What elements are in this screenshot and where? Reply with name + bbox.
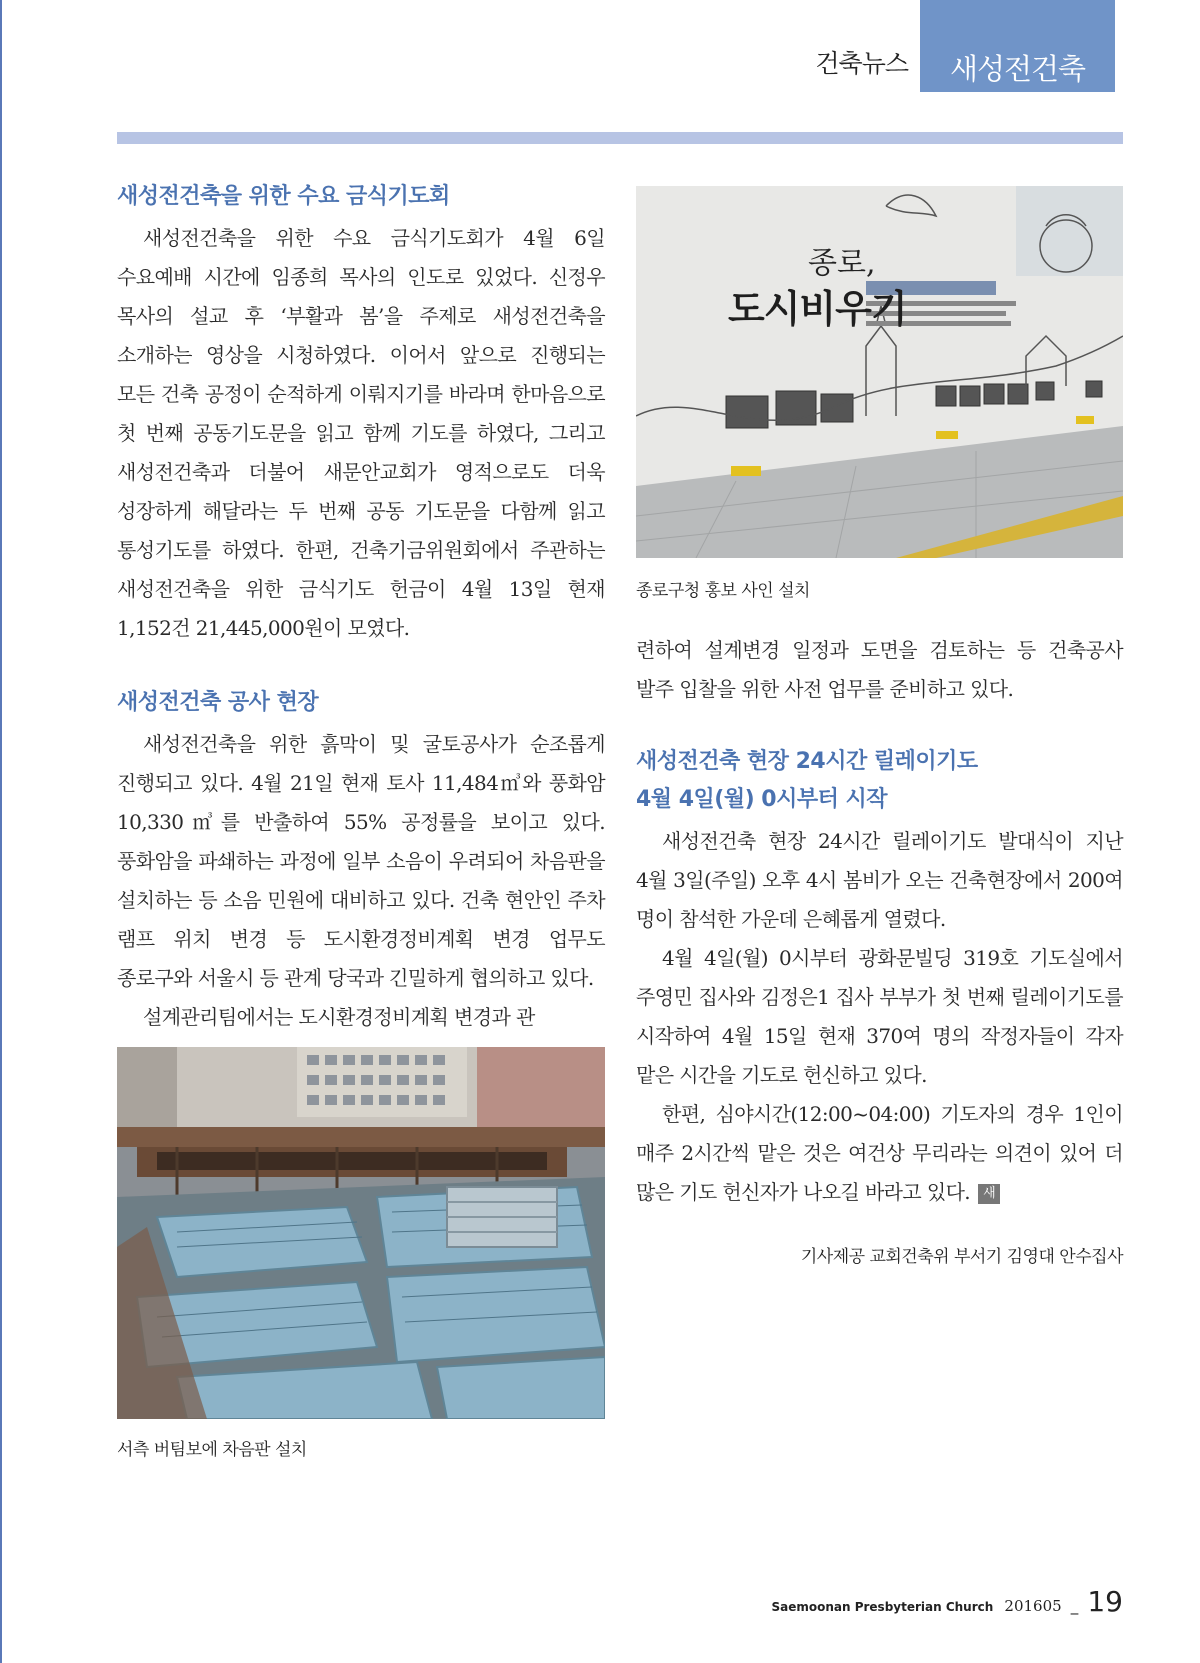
relay-prayer-para3 — [636, 1095, 1123, 1212]
right-column — [636, 178, 1123, 1267]
section-body-fasting-prayer: 새성전건축을 위한 수요 금식기도회가 4월 6일 수요예배 시간에 임종희 목사의 인도로 있었다. 신정우 목사의 설교 후 ‘부활과 봄’을 주제로 새성전건축을 소개하는 영상을 시청하였다. 이어서 앞으로 진행되는 모든 건축 공정이 순적하게 이뤄지기를 바라며 한마음으로 첫 번째 공동기도문을 읽고 함께 기도를 하였다, 그리고 새성전건축과 더불어 새문안교회가 영적으로도 더욱 성장하게 해달라는 두 번째 공동 기도문을 다함께 읽고 통성기도를 하였다. 한편, 건축기금위원회에서 주관하는 새성전건축을 위한 금식기도 헌금이 4월 13일 현재 1,152건 21,445,000원이 모였다. — [117, 226, 605, 640]
construction-site-photo — [117, 1047, 605, 1419]
section-title-construction-site: 새성전건축 공사 현장 — [117, 690, 319, 715]
footer-issue: 201605 — [1004, 1597, 1062, 1615]
article-credit: 기사제공 교회건축위 부서기 김영대 안수집사 — [800, 1247, 1123, 1267]
section-body-construction-site: 새성전건축을 위한 흙막이 및 굴토공사가 순조롭게 진행되고 있다. 4월 21일 현재 토사 11,484㎥와 풍화암 10,330㎥를 반출하여 55% 공정률을 보이고 있다. 풍화암을 파쇄하는 과정에 일부 소음이 우려되어 차음판을 설치하는 등 소음 민원에 대비하고 있다. 건축 현안인 주차 램프 위치 변경 등 도시환경정비계획 변경 업무도 종로구와 서울시 등 관계 당국과 긴밀하게 협의하고 있다. — [117, 732, 605, 990]
section-title-fasting-prayer: 새성전건축을 위한 수요 금식기도회 — [117, 184, 450, 209]
page-footer — [771, 1585, 1123, 1618]
relay-prayer-para2: 4월 4일(월) 0시부터 광화문빌딩 319호 기도실에서 주영민 집사와 김정은1 집사 부부가 첫 번째 릴레이기도를 시작하여 4월 15일 현재 370여 명의 작정자들이 각자 맡은 시간을 기도로 헌신하고 있다. — [636, 946, 1123, 1087]
jongno-sign-photo — [636, 186, 1123, 558]
sign-text-line1: 종로, — [808, 246, 876, 281]
footer-church-name: Saemoonan Presbyterian Church — [771, 1600, 994, 1614]
footer-separator: _ — [1070, 1597, 1079, 1615]
section-title-relay-prayer: 새성전건축 현장 24시간 릴레이기도 — [636, 749, 978, 774]
sign-photo-caption: 종로구청 홍보 사인 설치 — [636, 581, 810, 601]
page-edge-line — [0, 0, 2, 1663]
sign-text-line2: 도시비우기 — [728, 286, 907, 331]
section-body-design-team: 설계관리팀에서는 도시환경정비계획 변경과 관 — [143, 1005, 535, 1029]
relay-prayer-para3-text: 한편, 심야시간(12:00~04:00) 기도자의 경우 1인이 매주 2시간씩 맡은 것은 여건상 무리라는 의견이 있어 더 많은 기도 헌신자가 나오길 바라고 있다. — [636, 1102, 1123, 1204]
left-column — [117, 178, 605, 1460]
design-team-continued: 련하여 설계변경 일정과 도면을 검토하는 등 건축공사 발주 입찰을 위한 사전 업무를 준비하고 있다. — [636, 638, 1123, 701]
relay-prayer-para1: 새성전건축 현장 24시간 릴레이기도 발대식이 지난 4월 3일(주일) 오후 4시 봄비가 오는 건축현장에서 200여 명이 참석한 가운데 은혜롭게 열렸다. — [636, 829, 1123, 931]
page-number: 19 — [1087, 1585, 1123, 1618]
section-subtitle-relay-prayer: 4월 4일(월) 0시부터 시작 — [636, 787, 888, 812]
end-mark-icon: 새 — [978, 1184, 1000, 1204]
header-category: 건축뉴스 — [815, 49, 908, 78]
header-rule — [117, 132, 1123, 144]
construction-photo-caption: 서측 버팀보에 차음판 설치 — [117, 1440, 307, 1460]
header-section-tab: 새성전건축 — [920, 0, 1115, 92]
